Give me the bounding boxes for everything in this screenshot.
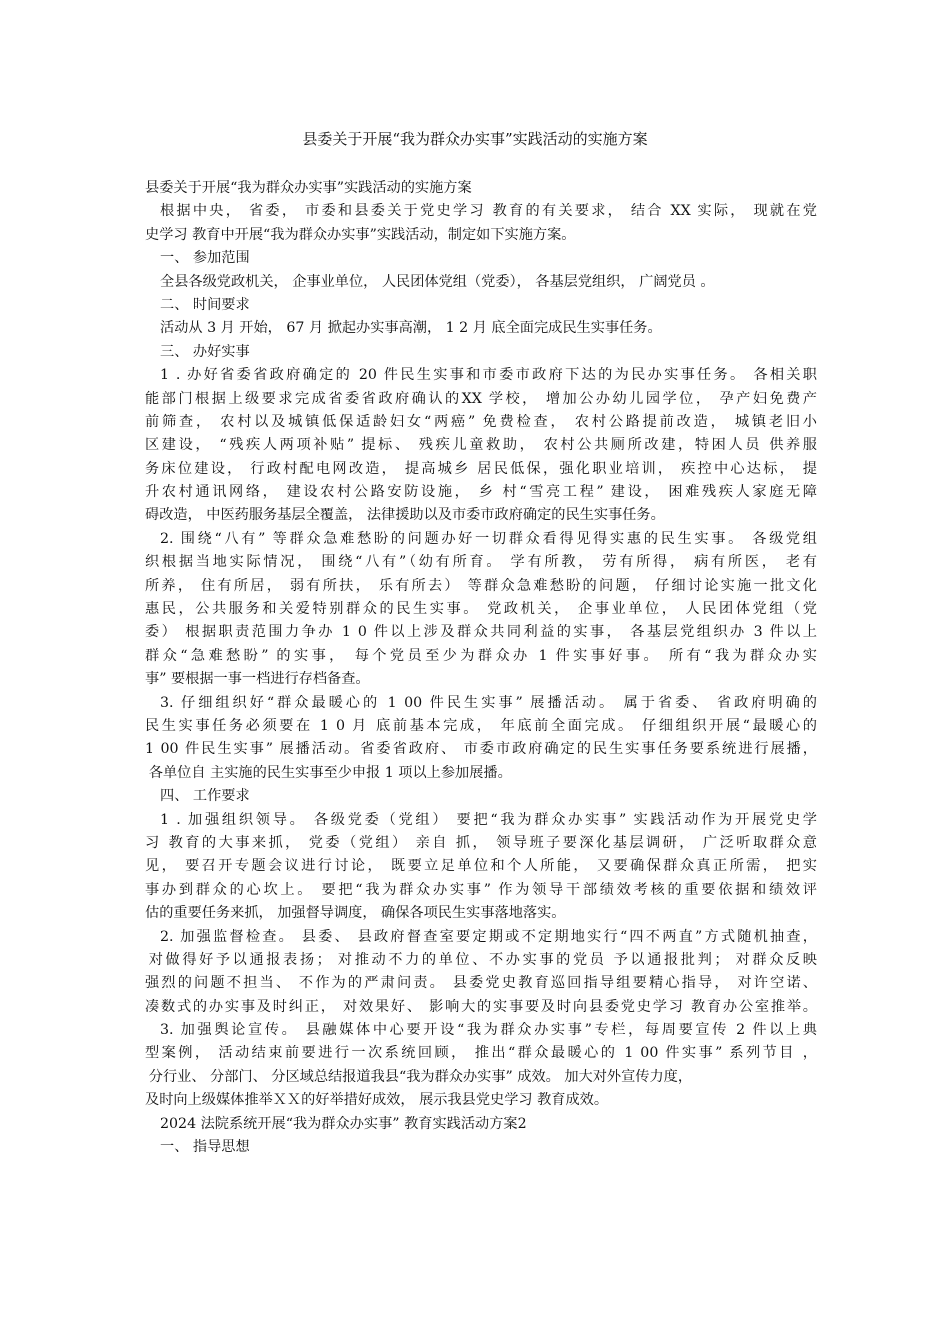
text-line: 3. 加强舆论宣传。 县融媒体中心要开设“我为群众办实事”专栏，每周要宣传 2 件以上典 [160,1022,817,1039]
document-body [145,177,817,1159]
text-line: 民生实事任务必须要在 1 0 月 底前基本完成， 年底前全面完成。 仔细组织开展“最暖心的 [145,717,817,734]
text-line: 三、 办好实事 [160,343,250,360]
document-title: 县委关于开展“我为群众办实事”实践活动的实施方案 [302,130,648,148]
text-line: 史学习 教育中开展“我为群众办实事”实践活动，制定如下实施方案。 [145,226,576,243]
text-line: 一、 指导思想 [160,1139,250,1156]
text-line: 区建设， “残疾人两项补贴” 提标、 残疾儿童救助， 农村公共厕所改建，特困人员 供养服 [145,437,817,454]
text-line: 估的重要任务来抓， 加强督导调度， 确保各项民生实事落地落实。 [145,905,566,922]
text-line: 委） 根据职责范围力争办 1 0 件以上涉及群众共同利益的实事， 各基层党组织办 3 件以上 [145,624,817,641]
text-line: 对做得好予以通报表扬； 对推动不力的单位、不办实事的党员 予以通报批判； 对群众反映 [148,951,817,968]
text-line: 能部门根据上级要求完成省委省政府确认的XX 学校， 增加公办幼儿园学位， 孕产妇免费产 [145,390,817,407]
text-line: 型案例， 活动结束前要进行一次系统回顾， 推出“群众最暖心的 1 00 件实事” 系列节目 ， [145,1045,817,1062]
text-line: 事办到群众的心坎上。 要把“我为群众办实事” 作为领导干部绩效考核的重要依据和绩效评 [145,881,817,898]
text-line: 二、 时间要求 [160,296,250,313]
text-line: 及时向上级媒体推举ＸＸ的好举措好成效， 展示我县党史学习 教育成效。 [145,1092,609,1109]
text-line: 事” 要根据一事一档进行存档备查。 [145,671,370,688]
text-line: 前筛查， 农村以及城镇低保适龄妇女“两癌” 免费检查， 农村公路提前改造， 城镇老旧小 [145,413,817,430]
text-line: 见， 要召开专题会议进行讨论， 既要立足单位和个人所能， 又要确保群众真正所需， 把实 [145,858,817,875]
text-line: 织根据当地实际情况， 围绕“八有”（幼有所育。 学有所教， 劳有所得， 病有所医， 老有 [145,554,817,571]
text-line: 务床位建设， 行政村配电网改造， 提高城乡 居民低保，强化职业培训， 疾控中心达标， 提 [145,460,817,477]
text-line: 分行业、 分部门、 分区域总结报道我县“我为群众办实事” 成效。 加大对外宣传力度， [148,1068,693,1085]
text-line: 升农村通讯网络， 建设农村公路安防设施， 乡 村“雪亮工程” 建设， 困难残疾人家庭无障 [145,484,817,501]
text-line: 1 00 件民生实事” 展播活动。省委省政府、 市委市政府确定的民生实事任务要系统进行展播， [145,741,817,758]
text-line: 惠民，公共服务和关爱特别群众的民生实事。 党政机关， 企事业单位， 人民团体党组（党 [145,601,817,618]
text-line: 群众“急难愁盼” 的实事， 每个党员至少为群众办 1 件实事好事。 所有“我为群众办实 [145,647,817,664]
text-line: 2. 加强监督检查。 县委、 县政府督查室要定期或不定期地实行“四不两直”方式随机抽查， [160,928,817,945]
text-line: 四、 工作要求 [160,788,250,805]
text-line: 习 教育的大事来抓， 党委（党组） 亲自 抓， 领导班子要深化基层调研， 广泛听取群众意 [145,834,817,851]
text-line: 所养， 住有所居， 弱有所扶， 乐有所去） 等群众急难愁盼的问题， 仔细讨论实施一批文化 [145,577,817,594]
text-line: 全县各级党政机关， 企事业单位， 人民团体党组（党委）， 各基层党组织， 广阔党员 。 [160,273,715,290]
text-line: 活动从 3 月 开始， 67 月 掀起办实事高潮， 1 2 月 底全面完成民生实事任务。 [160,320,662,337]
text-line: 凑数式的办实事及时纠正， 对效果好、 影响大的实事要及时向县委党史学习 教育办公室推举。 [145,998,817,1015]
text-line: 县委关于开展“我为群众办实事”实践活动的实施方案 [145,180,472,196]
text-line: 各单位自 主实施的民生实事至少申报 1 项以上参加展播。 [148,764,512,781]
text-line: 一、 参加范围 [160,250,250,267]
text-line: 1 . 办好省委省政府确定的 20 件民生实事和市委市政府下达的为民办实事任务。 各相关职 [160,367,817,384]
text-line: 2024 法院系统开展“我为群众办实事” 教育实践活动方案2 [160,1115,527,1132]
text-line: 根据中央， 省委， 市委和县委关于党史学习 教育的有关要求， 结合 XX 实际， 现就在党 [160,203,817,220]
text-line: 强烈的问题不担当、 不作为的严肃问责。 县委党史教育巡回指导组要精心指导， 对许空诺、 [145,975,817,992]
text-line: 1 . 加强组织领导。 各级党委（党组） 要把“我为群众办实事” 实践活动作为开展党史学 [160,811,817,828]
text-line: 碍改造， 中医药服务基层全覆盖， 法律援助以及市委市政府确定的民生实事任务。 [145,507,665,524]
text-line: 3. 仔细组织好“群众最暖心的 1 00 件民生实事” 展播活动。 属于省委、 省政府明确的 [160,694,817,711]
text-line: 2. 围绕“八有” 等群众急难愁盼的问题办好一切群众看得见得实惠的民生实事。 各级党组 [160,530,817,547]
